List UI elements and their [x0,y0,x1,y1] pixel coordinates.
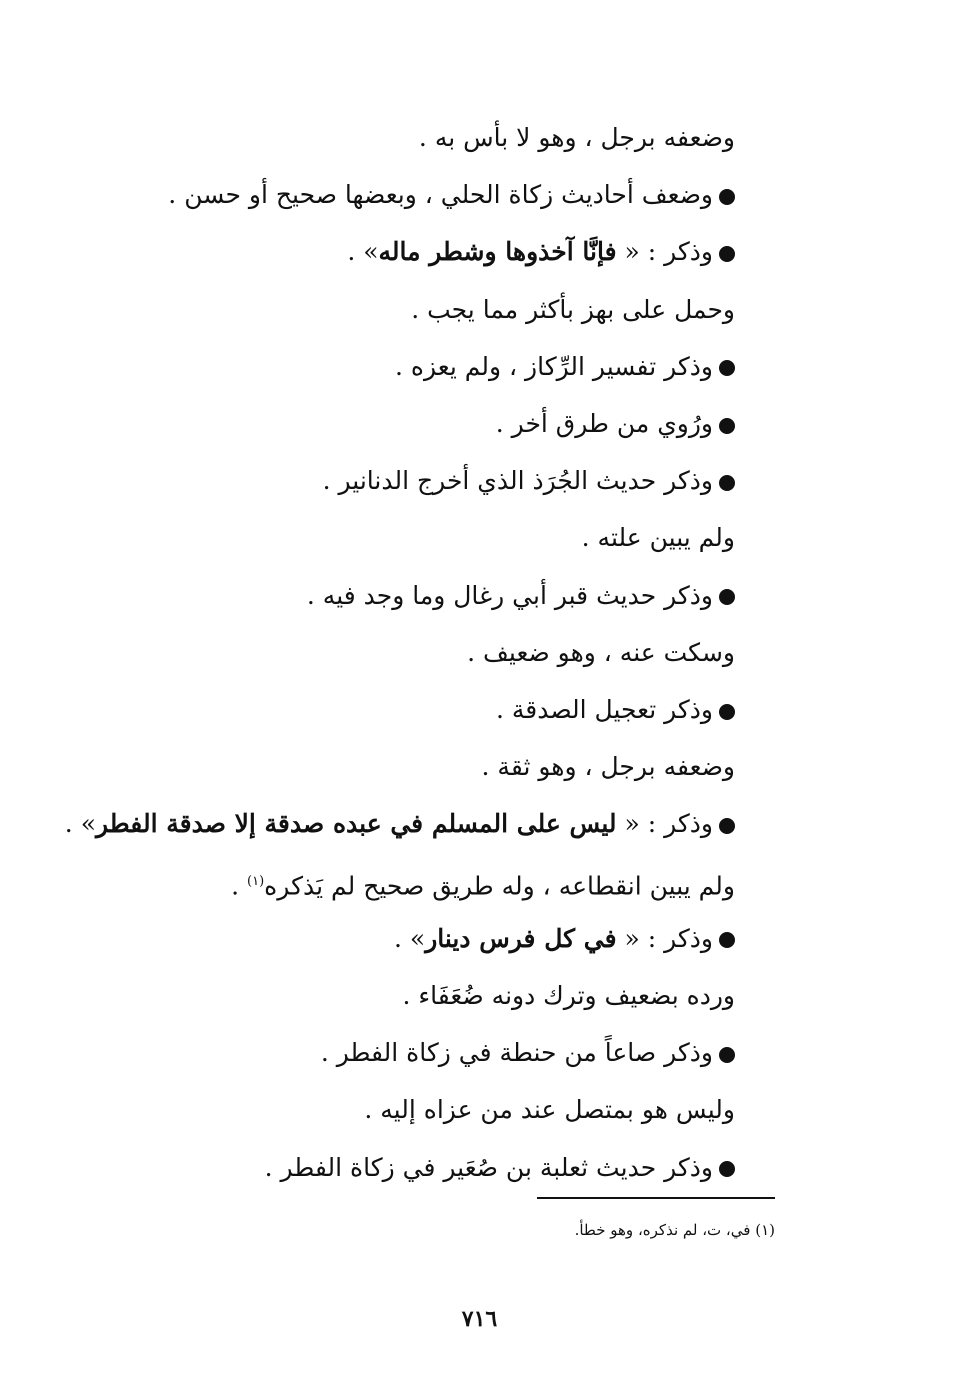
text-segment: وذكر صاعاً من حنطة في زكاة الفطر . [320,1038,713,1068]
text-segment: وذكر تعجيل الصدقة . [495,695,713,724]
bullet-icon [719,189,735,205]
text-line [323,461,735,501]
text-line [394,919,735,959]
text-segment: وضعفه برجل ، وهو لا بأس به . [418,123,735,152]
quoted-hadith: ليس على المسلم في عبده صدقة إلا صدقة الفطر [96,809,617,839]
text-segment: وذكر حديث قبر أبي رغال وما وجد فيه . [306,580,713,610]
text-segment: وذكر : « [616,923,713,953]
bullet-icon [719,418,735,434]
text-segment: ورده بضعيف وترك دونه ضُعَفَاء . [402,981,735,1010]
text-segment: وذكر حديث الجُرَذ الذي أخرج الدنانير . [322,466,713,496]
text-line [65,804,735,844]
text-segment: وحمل على بهز بأكثر مما يجب . [411,294,735,324]
text-segment: وذكر : « [616,237,713,267]
bullet-icon [719,589,735,605]
bullet-icon [719,704,735,720]
bullet-icon [719,932,735,948]
text-segment: وذكر حديث ثعلبة بن صُعَير في زكاة الفطر . [264,1152,713,1182]
text-line [482,747,735,787]
text-line [419,118,735,158]
text-segment: وذكر تفسير الرِّكاز ، ولم يعزه . [394,351,713,381]
text-line [364,1090,735,1130]
text-line [582,518,735,558]
bullet-icon [719,1161,735,1177]
text-line [411,290,735,330]
text-line [395,347,735,387]
text-segment: وسكت عنه ، وهو ضعيف . [467,637,735,667]
text-line [265,1148,735,1188]
text-line [347,232,735,272]
text-line [403,976,735,1016]
text-segment: » . [347,237,379,267]
text-segment: ولم يبين انقطاعه ، وله طريق صحيح لم يَذكره [264,870,735,900]
bullet-icon [719,246,735,262]
text-segment: وليس هو بمتصل عند من عزاه إليه . [364,1095,735,1125]
bullet-icon [719,475,735,491]
quoted-hadith: فإنَّا آخذوها وشطر ماله [378,237,617,267]
text-line [168,175,735,215]
footnote: (١) في، ت، لم نذكره، وهو خطأ. [574,1221,775,1239]
text-segment: » . [64,809,96,839]
text-segment: ورُوي من طرق أخر . [495,409,713,438]
text-line [231,862,735,902]
text-segment: وضعف أحاديث زكاة الحلي ، وبعضها صحيح أو حسن . [168,180,713,210]
bullet-icon [719,1047,735,1063]
footnote-separator [537,1197,775,1199]
text-segment: وذكر : « [616,809,713,839]
text-line [496,690,735,730]
text-segment: وضعفه برجل ، وهو ثقة . [481,752,735,782]
text-line [321,1033,735,1073]
text-line [496,404,735,444]
text-line [307,576,735,616]
text-segment: » . [394,923,426,953]
footnote-marker: (١) [247,873,265,889]
quoted-hadith: في كل فرس دينار [425,923,617,953]
text-line [467,633,735,673]
bullet-icon [719,818,735,834]
text-segment: . [231,870,248,900]
text-segment: ولم يبين علته . [581,523,735,553]
bullet-icon [719,360,735,376]
page-number: ٧١٦ [461,1306,498,1332]
